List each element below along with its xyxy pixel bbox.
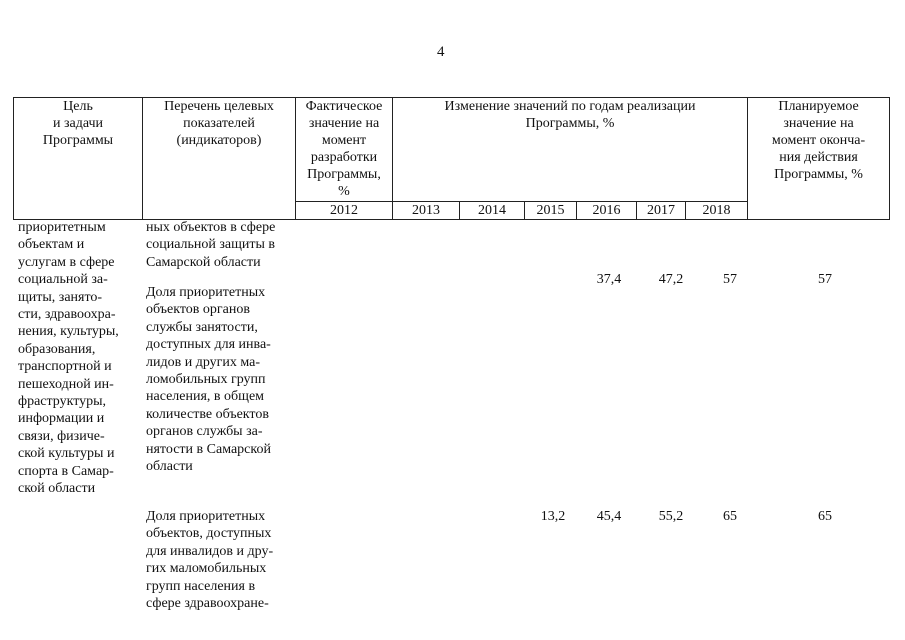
- value-row-3-2017: 55,2: [658, 509, 684, 524]
- header-year-2018: 2018: [686, 202, 748, 220]
- indicator-row-1: ных объектов в сфере социальной защиты в Самарской области: [146, 220, 276, 270]
- value-row-3-2016: 45,4: [596, 509, 622, 524]
- header-year-2016: 2016: [577, 202, 637, 220]
- value-row-3-planned: 65: [818, 509, 832, 524]
- header-year-2015: 2015: [525, 202, 577, 220]
- header-change: Изменение значений по годам реализации Программы, %: [393, 98, 748, 202]
- header-year-2013: 2013: [393, 202, 460, 220]
- goal-text: приоритетным объектам и услугам в сфере социальной за- щиты, занято- сти, здравоохра- нения, культуры, образования, транспортной и пешеходной ин- фраструктуры, информации и связи, физиче- ской культуры и спорта в Самар- ской области: [18, 220, 119, 497]
- value-row-2-planned: 57: [818, 272, 832, 287]
- header-planned: Планируемое значение на момент оконча- ния действия Программы, %: [748, 98, 890, 220]
- table-header: [13, 97, 890, 220]
- indicator-row-3: Доля приоритетных объектов, доступных для инвалидов и дру- гих маломобильных групп населения в сфере здравоохране-: [146, 509, 274, 612]
- header-actual: Фактическое значение на момент разработки Программы, %: [296, 98, 393, 202]
- header-year-2017: 2017: [637, 202, 686, 220]
- value-row-3-2018: 65: [723, 509, 737, 524]
- value-row-3-2015: 13,2: [540, 509, 566, 524]
- header-year-2014: 2014: [460, 202, 525, 220]
- indicator-row-2: Доля приоритетных объектов органов службы занятости, доступных для инва- лидов и других ма- ломобильных групп населения, в общем количестве объектов органов службы за- нятости в Самарской области: [146, 285, 271, 475]
- header-goal: Цель и задачи Программы: [14, 98, 143, 220]
- value-row-2-2017: 47,2: [658, 272, 684, 287]
- header-indicators: Перечень целевых показателей (индикаторов): [143, 98, 296, 220]
- value-row-2-2018: 57: [723, 272, 737, 287]
- value-row-2-2016: 37,4: [596, 272, 622, 287]
- page-number: 4: [437, 44, 445, 60]
- header-year-2012: 2012: [296, 202, 393, 220]
